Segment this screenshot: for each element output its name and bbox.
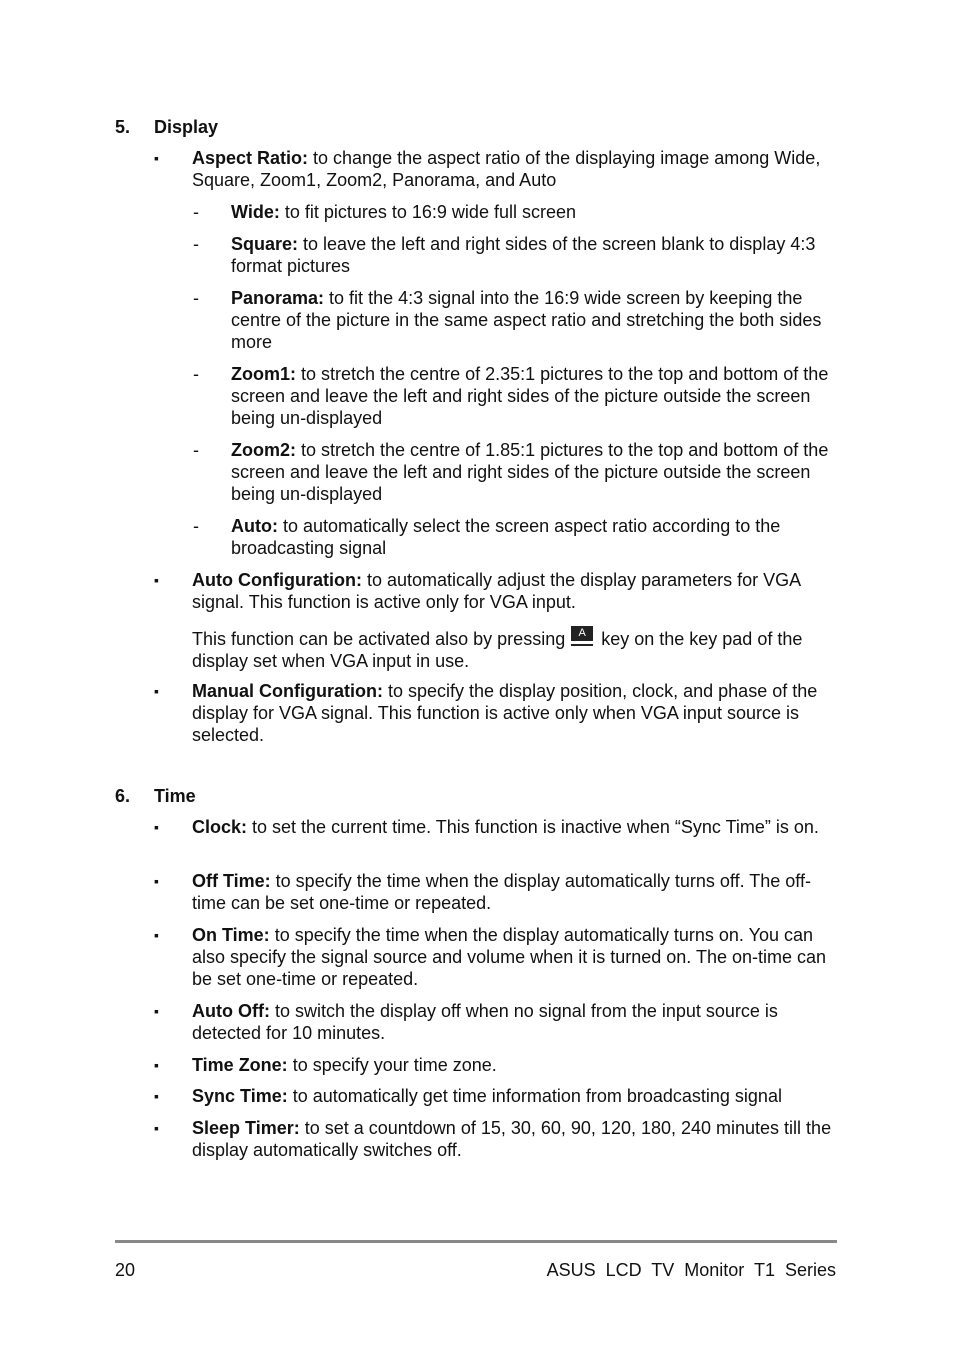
option-label: Panorama:: [231, 288, 325, 308]
option-square: [193, 233, 843, 277]
item-label: Manual Configuration:: [192, 681, 383, 701]
dash-marker: -: [193, 516, 199, 536]
note-text-before: This function can be activated also by pressing: [192, 629, 566, 649]
dash-marker: -: [193, 234, 199, 254]
aspect-ratio-item: [154, 147, 842, 191]
auto-configuration-item: [154, 569, 842, 613]
bullet-marker: ▪: [154, 873, 159, 889]
option-text: to automatically select the screen aspect ratio according to the broadcasting signal: [231, 516, 781, 558]
section-6-heading: [115, 785, 196, 807]
dash-marker: -: [193, 364, 199, 384]
item-label: Auto Off:: [192, 1001, 270, 1021]
section-number: 5.: [115, 117, 131, 137]
sleep-timer-item: [154, 1117, 842, 1161]
time-zone-item: [154, 1054, 842, 1076]
key-underline: [571, 644, 593, 646]
item-label: On Time:: [192, 925, 270, 945]
bullet-marker: ▪: [154, 572, 159, 588]
dash-marker: -: [193, 202, 199, 222]
item-text: to automatically get time information from broadcasting signal: [287, 1086, 782, 1106]
section-title: Display: [154, 117, 219, 137]
option-text: to stretch the centre of 1.85:1 pictures to the top and bottom of the screen and leave the left and right sides of the picture outside the screen being un-displayed: [231, 440, 829, 504]
section-number: 6.: [115, 786, 131, 806]
auto-key-icon: [571, 626, 593, 648]
note-text-after: key on the key pad of the display set when VGA input in use.: [192, 629, 803, 671]
section-title: Time: [154, 786, 196, 806]
page-number: 20: [115, 1260, 136, 1280]
bullet-marker: ▪: [154, 1003, 159, 1019]
off-time-item: [154, 870, 842, 914]
dash-marker: -: [193, 288, 199, 308]
option-text: to fit the 4:3 signal into the 16:9 wide screen by keeping the centre of the picture in the same aspect ratio and stretching the both sides more: [231, 288, 822, 352]
item-text: to set a countdown of 15, 30, 60, 90, 120, 180, 240 minutes till the display automatically switches off.: [192, 1118, 832, 1160]
option-text: to leave the left and right sides of the screen blank to display 4:3 format pictures: [231, 234, 816, 276]
item-label: Sleep Timer:: [192, 1118, 300, 1138]
option-label: Auto:: [231, 516, 278, 536]
auto-off-item: [154, 1000, 842, 1044]
dash-marker: -: [193, 440, 199, 460]
item-text: to set the current time. This function is inactive when “Sync Time” is on.: [247, 817, 819, 837]
bullet-marker: ▪: [154, 683, 159, 699]
item-label: Sync Time:: [192, 1086, 288, 1106]
footer-title: ASUS LCD TV Monitor T1 Series: [546, 1260, 836, 1280]
item-label: Time Zone:: [192, 1055, 288, 1075]
item-text: to specify the time when the display automatically turns on. You can also specify the signal source and volume when it is turned on. The on-time can be set one-time or repeated.: [192, 925, 827, 989]
item-text: to change the aspect ratio of the displaying image among Wide, Square, Zoom1, Zoom2, Panorama, and Auto: [192, 148, 821, 190]
item-text: to automatically adjust the display parameters for VGA signal. This function is active only for VGA input.: [192, 570, 801, 612]
bullet-marker: ▪: [154, 819, 159, 835]
sync-time-item: [154, 1085, 842, 1107]
item-text: to switch the display off when no signal from the input source is detected for 10 minutes.: [192, 1001, 778, 1043]
bullet-marker: ▪: [154, 150, 159, 166]
item-label: Off Time:: [192, 871, 271, 891]
manual-configuration-item: [154, 680, 842, 746]
key-letter: A: [571, 626, 593, 641]
bullet-marker: ▪: [154, 927, 159, 943]
option-auto: [193, 515, 843, 559]
on-time-item: [154, 924, 842, 990]
option-text: to fit pictures to 16:9 wide full screen: [279, 202, 576, 222]
option-label: Zoom2:: [231, 440, 296, 460]
option-text: to stretch the centre of 2.35:1 pictures to the top and bottom of the screen and leave the left and right sides of the picture outside the screen being un-displayed: [231, 364, 829, 428]
item-label: Clock:: [192, 817, 248, 837]
item-text: to specify your time zone.: [287, 1055, 497, 1075]
item-text: to specify the display position, clock, and phase of the display for VGA signal. This function is active only when VGA input source is selected.: [192, 681, 818, 745]
option-zoom1: [193, 363, 843, 429]
option-wide: [193, 201, 843, 223]
option-zoom2: [193, 439, 843, 505]
option-panorama: [193, 287, 843, 353]
section-5-heading: [115, 116, 218, 138]
item-label: Aspect Ratio:: [192, 148, 309, 168]
footer-divider: [115, 1240, 837, 1243]
clock-item: [154, 816, 842, 838]
option-label: Zoom1:: [231, 364, 296, 384]
option-label: Wide:: [231, 202, 280, 222]
auto-configuration-note: [192, 626, 842, 672]
item-label: Auto Configuration:: [192, 570, 362, 590]
option-label: Square:: [231, 234, 299, 254]
bullet-marker: ▪: [154, 1120, 159, 1136]
bullet-marker: ▪: [154, 1057, 159, 1073]
bullet-marker: ▪: [154, 1088, 159, 1104]
item-text: to specify the time when the display automatically turns off. The off-time can be set one-time or repeated.: [192, 871, 811, 913]
